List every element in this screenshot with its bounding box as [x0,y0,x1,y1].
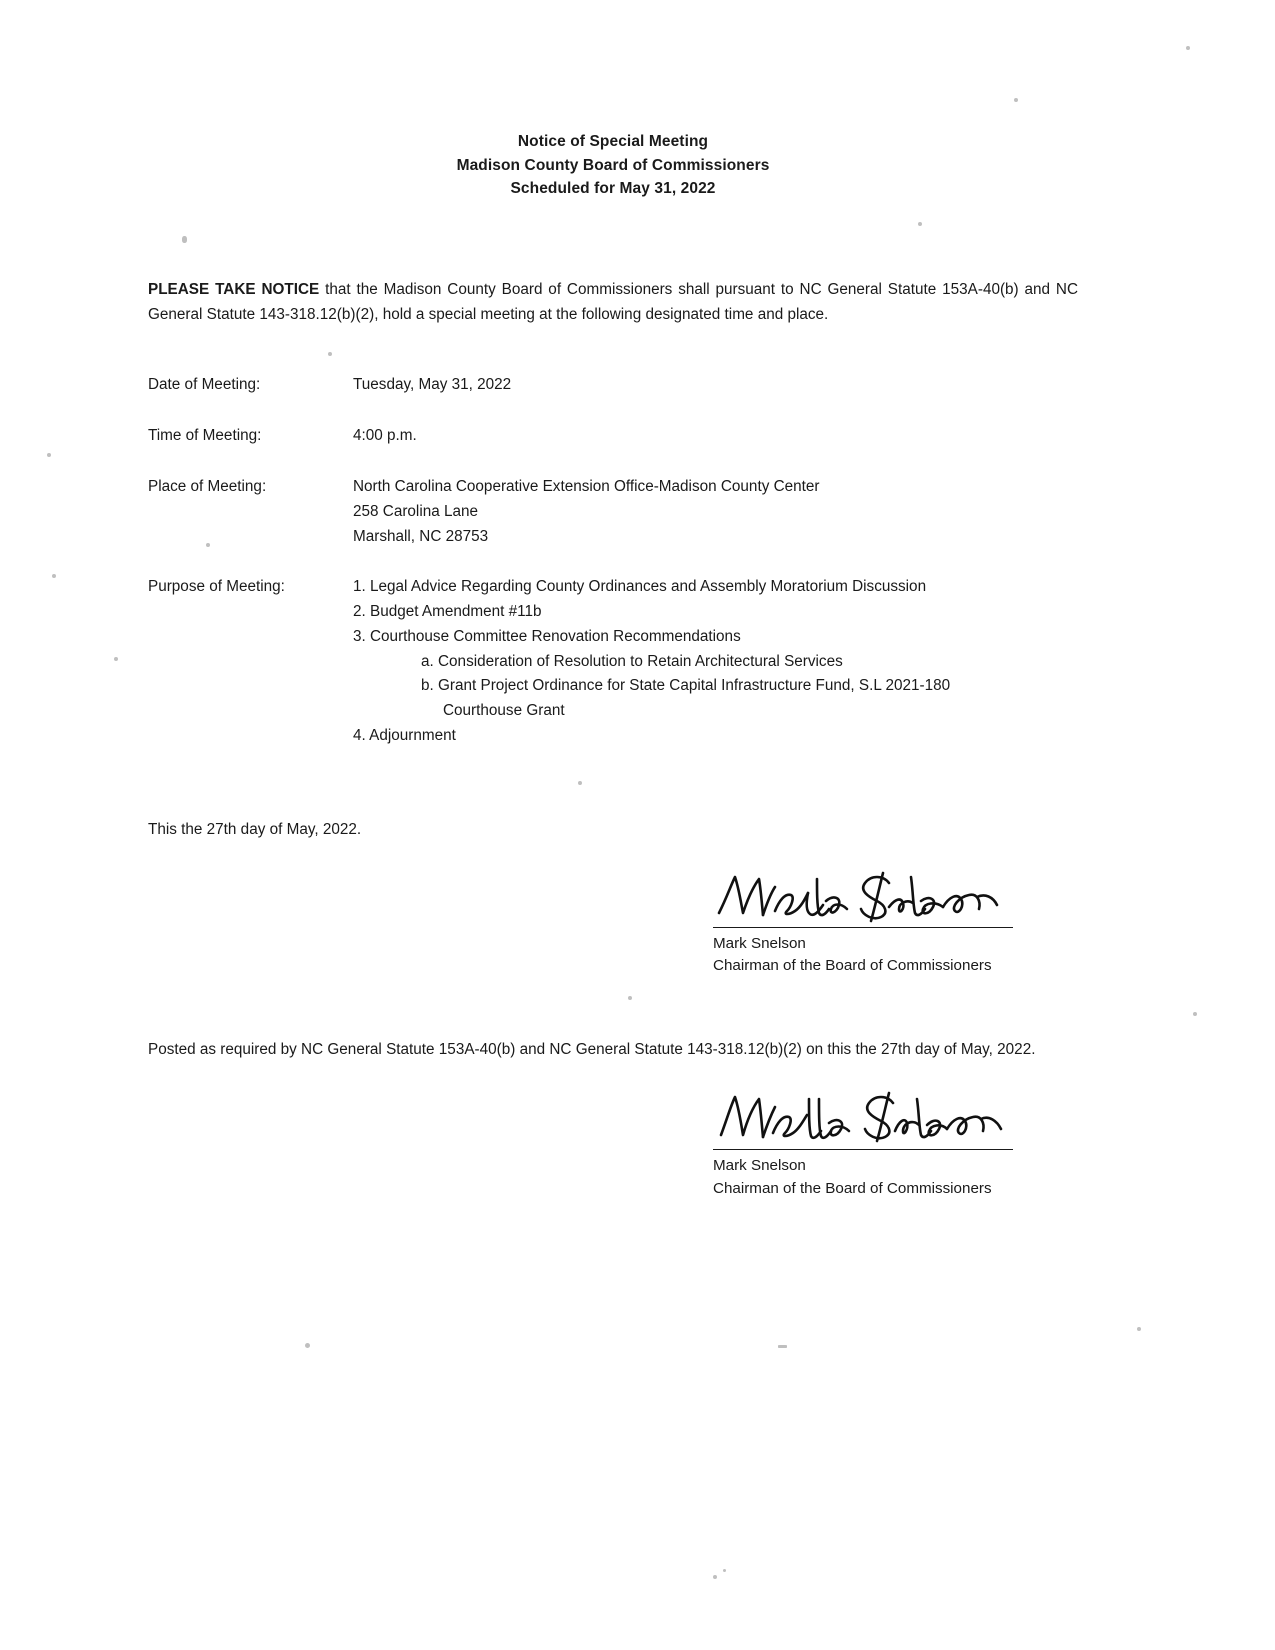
scan-speck [52,574,56,578]
scan-speck [305,1343,310,1348]
purpose-item-2: 2. Budget Amendment #11b [353,603,542,621]
purpose-item-3: 3. Courthouse Committee Renovation Recommendations [353,627,741,645]
detail-row-time [148,424,1078,449]
signature-mark [713,1089,1013,1151]
purpose-subitem-b-continuation: Courthouse Grant [443,702,565,720]
scan-speck [47,453,51,457]
detail-value-place-line-3: Marshall, NC 28753 [353,527,489,545]
signer-title: Chairman of the Board of Commissioners [713,1179,992,1197]
signer-name: Mark Snelson [713,934,806,952]
scan-speck [1137,1327,1141,1331]
detail-value-time-line-1: 4:00 p.m. [353,427,417,445]
document-body [148,0,1078,1201]
detail-row-date [148,373,1078,398]
detail-value-time [353,424,1078,449]
heading-line-2: Madison County Board of Commissioners [456,156,770,174]
notice-lead: PLEASE TAKE NOTICE [148,280,320,298]
signer-title: Chairman of the Board of Commissioners [713,957,992,975]
detail-value-purpose [353,575,1078,748]
purpose-item-4: 4. Adjournment [353,726,456,744]
signature-block-second [148,1089,1078,1201]
detail-row-place [148,475,1078,549]
detail-label-place: Place of Meeting: [148,478,267,496]
detail-value-place-line-1: North Carolina Cooperative Extension Office-Madison County Center [353,478,820,496]
signature-mark [713,867,1013,929]
scan-speck [778,1345,787,1348]
purpose-subitem-b: b. Grant Project Ordinance for State Capital Infrastructure Fund, S.L 2021-180 [421,677,951,695]
scan-speck [1193,1012,1197,1016]
detail-label-date: Date of Meeting: [148,376,261,394]
detail-value-date-line-1: Tuesday, May 31, 2022 [353,376,512,394]
detail-label-purpose: Purpose of Meeting: [148,578,285,596]
notice-paragraph [148,278,1078,328]
signer-name: Mark Snelson [713,1157,806,1175]
detail-label-time: Time of Meeting: [148,427,262,445]
scan-speck [723,1569,726,1572]
detail-value-date [353,373,1078,398]
scan-speck [114,657,118,661]
meeting-details [148,373,1078,748]
signature-block-first [148,867,1078,979]
purpose-item-1: 1. Legal Advice Regarding County Ordinances and Assembly Moratorium Discussion [353,578,927,596]
scan-speck [1186,46,1190,50]
scan-speck [713,1575,717,1579]
purpose-subitem-a: a. Consideration of Resolution to Retain Architectural Services [421,652,843,670]
detail-value-place [353,475,1078,549]
detail-value-place-line-2: 258 Carolina Lane [353,502,479,520]
detail-row-purpose [148,575,1078,748]
signature-line [713,1149,1013,1150]
document-heading [148,130,1078,201]
dateline: This the 27th day of May, 2022. [148,820,362,838]
notice-body: that the Madison County Board of Commissioners shall pursuant to NC General Statute 153A-40(b) and NC General Statute 143-318.12(b)(2), hold a special meeting at the following designated time and place. [148,280,1079,323]
posted-statement: Posted as required by NC General Statute 153A-40(b) and NC General Statute 143-318.12(b)(2) on this the 27th day of May, 2022. [148,1041,1036,1059]
heading-line-1: Notice of Special Meeting [517,133,709,150]
signature-line [713,927,1013,928]
heading-line-3: Scheduled for May 31, 2022 [510,180,716,198]
